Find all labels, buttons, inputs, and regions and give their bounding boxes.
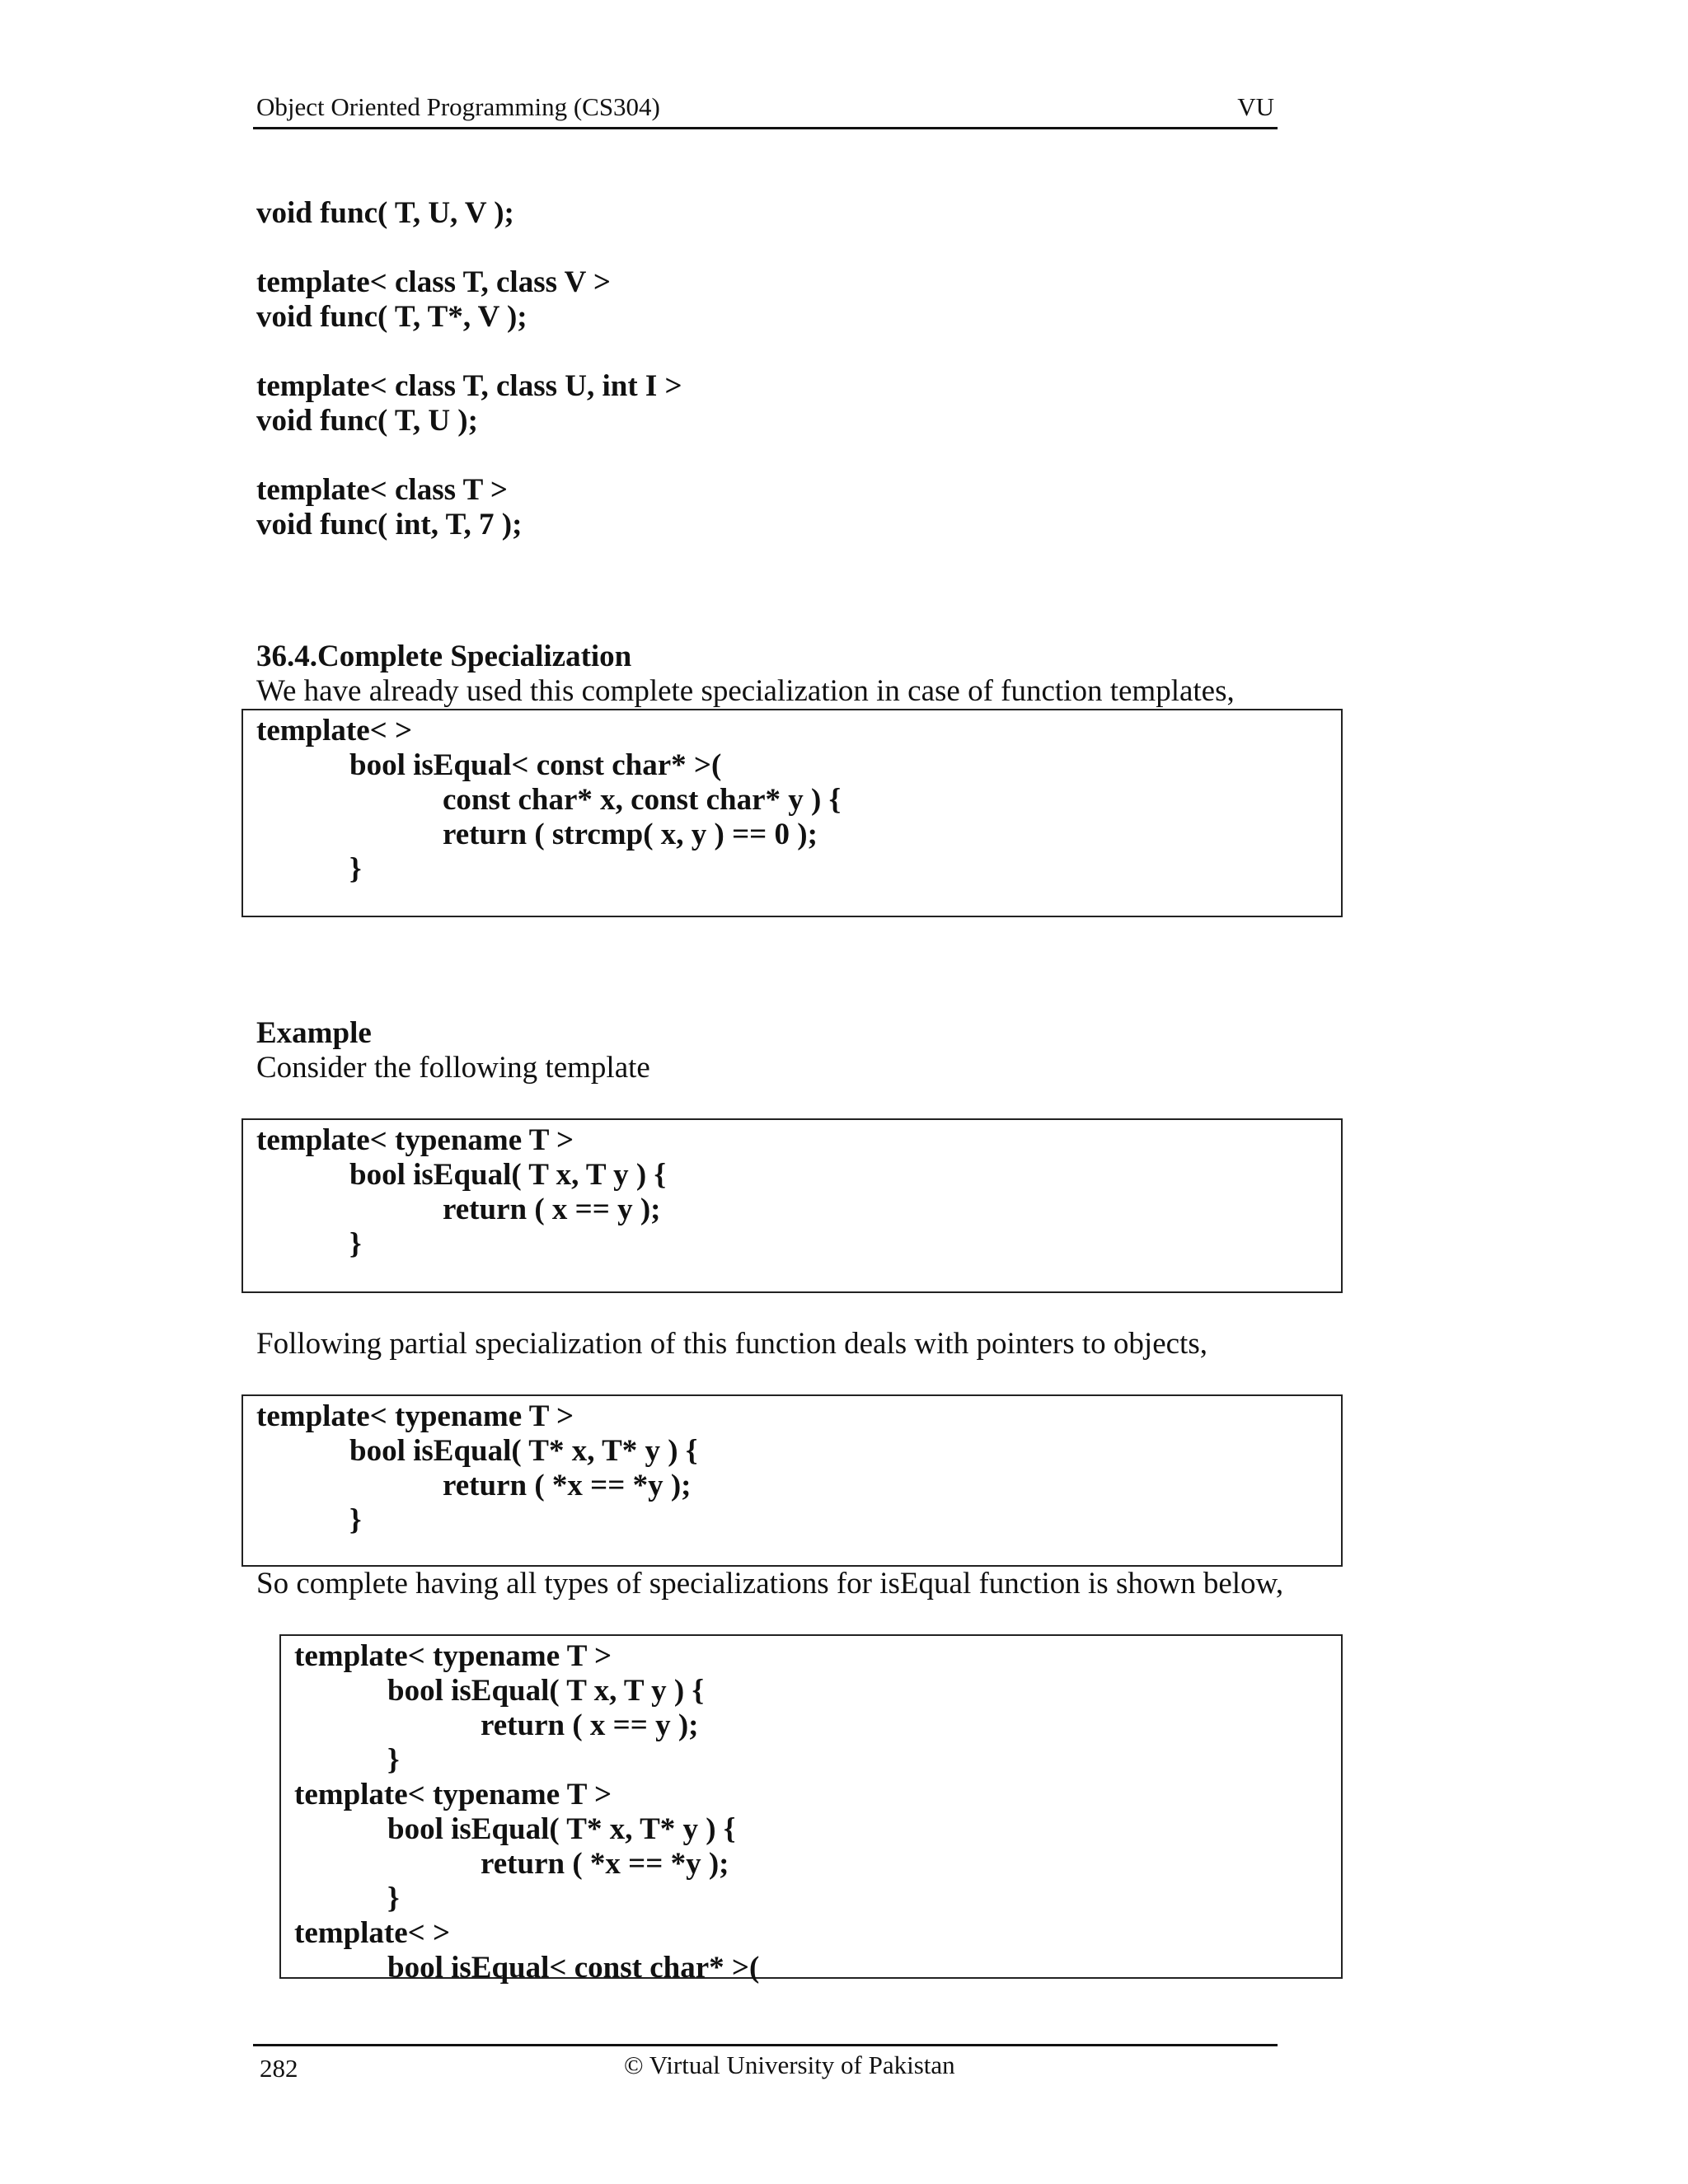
- page-number: 282: [260, 2054, 298, 2083]
- code-box-complete-specialization: [241, 709, 1343, 917]
- code-line: template< typename T >: [294, 1639, 612, 1673]
- code-line: template< class T >: [256, 473, 508, 507]
- partial-intro: Following partial specialization of this function deals with pointers to objects,: [256, 1327, 1207, 1361]
- code-line: void func( int, T, 7 );: [256, 508, 523, 541]
- code-line: template< typename T >: [256, 1123, 574, 1157]
- code-box-partial-specialization: [241, 1394, 1343, 1567]
- code-line: template< >: [294, 1916, 451, 1950]
- code-box-4-text: [294, 1639, 759, 1985]
- code-line: return ( *x == *y );: [443, 1469, 692, 1502]
- code-line: bool isEqual< const char* >(: [349, 748, 722, 782]
- section-intro: We have already used this complete specialization in case of function templates,: [256, 674, 1235, 708]
- code-line: }: [349, 1503, 362, 1537]
- code-line: [256, 231, 682, 265]
- code-line: return ( x == y );: [481, 1708, 699, 1742]
- code-line: }: [387, 1743, 400, 1777]
- code-line: return ( *x == *y );: [481, 1847, 729, 1881]
- code-line: bool isEqual( T x, T y ) {: [387, 1674, 705, 1708]
- code-line: }: [349, 1227, 362, 1261]
- code-line: return ( strcmp( x, y ) == 0 );: [443, 818, 818, 851]
- code-line: const char* x, const char* y ) {: [443, 783, 842, 817]
- code-line: template< typename T >: [256, 1399, 574, 1433]
- code-line: bool isEqual< const char* >(: [387, 1951, 760, 1985]
- page-header: [253, 89, 1278, 129]
- section-heading: 36.4.Complete Specialization: [256, 640, 632, 673]
- code-line: [256, 335, 682, 369]
- code-line: bool isEqual( T x, T y ) {: [349, 1158, 667, 1192]
- code-line: return ( x == y );: [443, 1193, 661, 1226]
- code-line: template< >: [256, 714, 413, 748]
- code-line: template< class T, class U, int I >: [256, 369, 682, 403]
- copyright: © Virtual University of Pakistan: [624, 2050, 955, 2079]
- code-box-1-text: [256, 714, 841, 887]
- header-vu: VU: [1237, 92, 1274, 121]
- example-intro: Consider the following template: [256, 1051, 650, 1085]
- code-line: template< typename T >: [294, 1778, 612, 1811]
- code-box-template: [241, 1118, 1343, 1293]
- course-title: Object Oriented Programming (CS304): [256, 92, 660, 121]
- code-line: void func( T, U );: [256, 404, 478, 438]
- complete-intro: So complete having all types of specializations for isEqual function is shown below,: [256, 1567, 1284, 1601]
- code-line: }: [387, 1882, 400, 1915]
- code-line: }: [349, 852, 362, 886]
- footer-rule: [253, 2044, 1278, 2046]
- code-box-all-specializations: [279, 1634, 1343, 1985]
- code-line: void func( T, U, V );: [256, 196, 514, 230]
- code-box-3-text: [256, 1399, 697, 1538]
- top-code-block: [256, 196, 682, 542]
- code-line: template< class T, class V >: [256, 265, 611, 299]
- example-heading: Example: [256, 1016, 372, 1050]
- code-line: bool isEqual( T* x, T* y ) {: [387, 1812, 736, 1846]
- code-line: bool isEqual( T* x, T* y ) {: [349, 1434, 698, 1468]
- code-line: void func( T, T*, V );: [256, 300, 528, 334]
- code-box-2-text: [256, 1123, 666, 1262]
- code-line: [256, 438, 682, 473]
